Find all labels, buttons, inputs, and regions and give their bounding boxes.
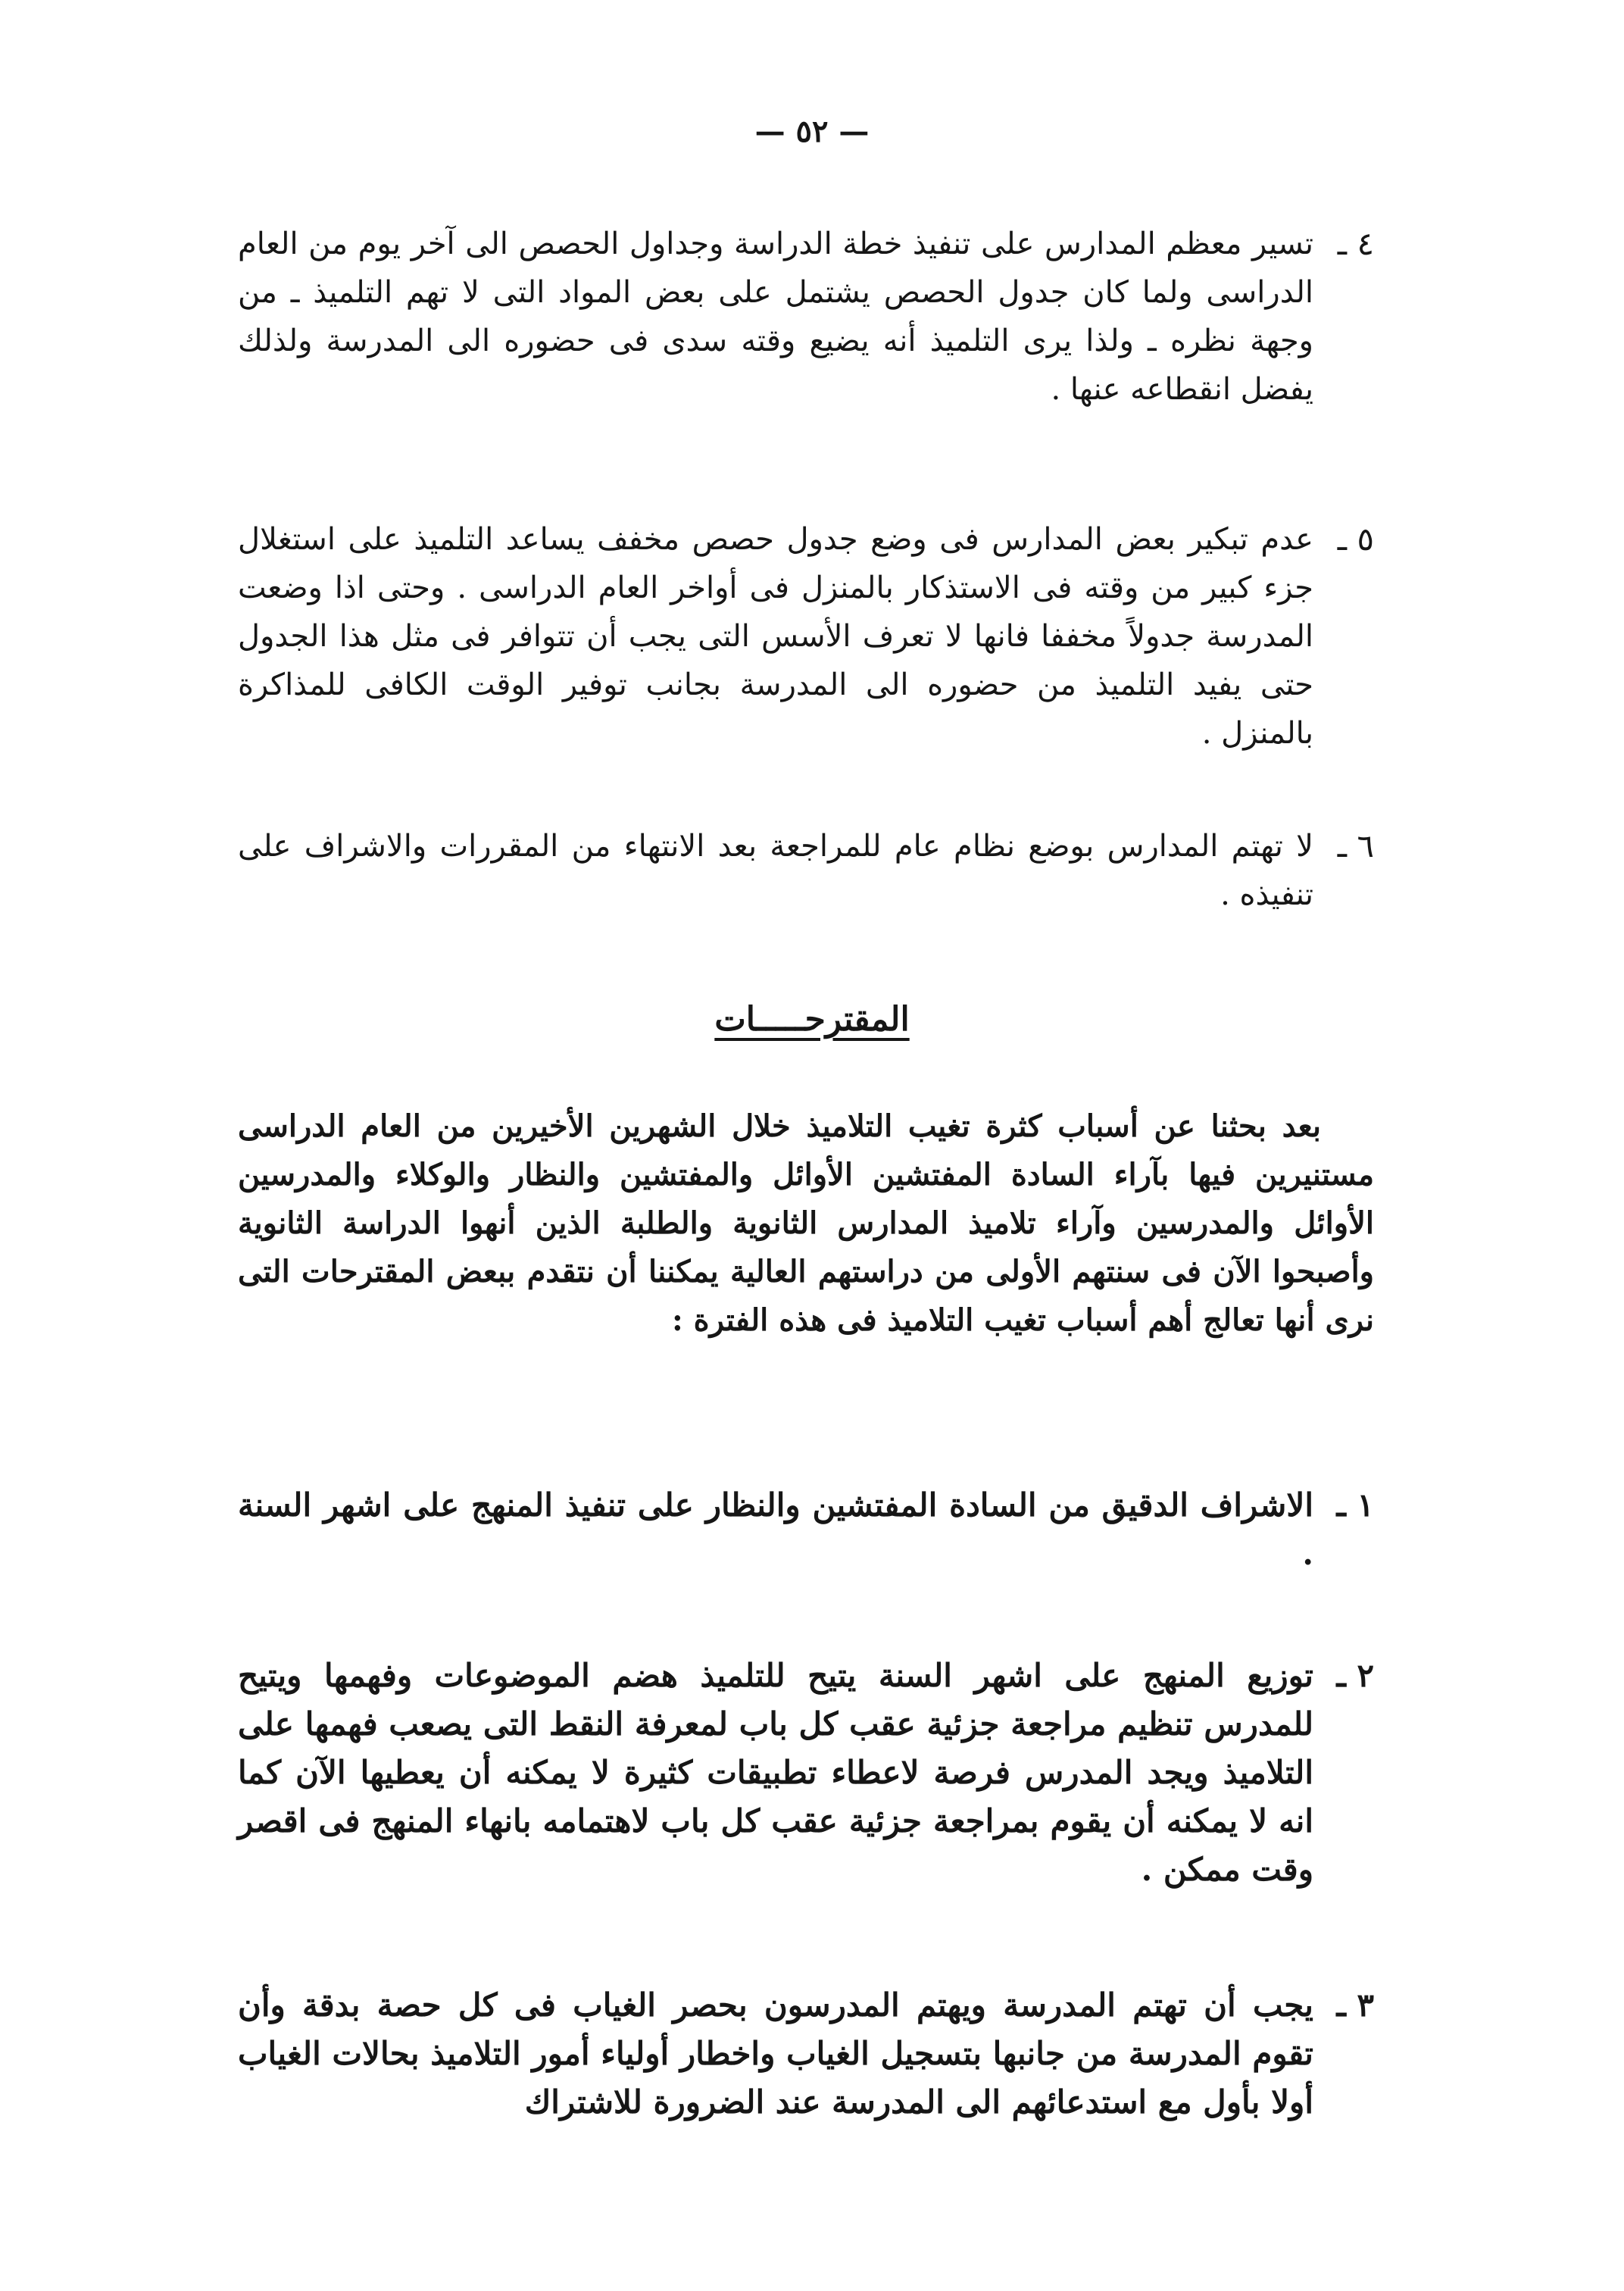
list-item bbox=[238, 822, 1374, 919]
list-item-text: يجب أن تهتم المدرسة ويهتم المدرسون بحصر الغياب فى كل حصة بدقة وأن تقوم المدرسة من جانبها بتسجيل الغياب واخطار أولياء أمور التلاميذ بحالات الغياب أولا بأول مع استدعائهم الى المدرسة عند الضرورة للاشتراك bbox=[238, 1986, 1313, 2121]
section-heading: المقترحـــــات bbox=[714, 1000, 910, 1039]
list-item-text: لا تهتم المدارس بوضع نظام عام للمراجعة بعد الانتهاء من المقررات والاشراف على تنفيذه . bbox=[238, 829, 1313, 912]
list-item-number: ٢ ـ bbox=[1336, 1657, 1374, 1694]
list-item bbox=[238, 220, 1374, 414]
list-item bbox=[238, 515, 1374, 758]
list-item bbox=[238, 1481, 1374, 1578]
list-item bbox=[238, 1981, 1374, 2127]
list-item-text: تسير معظم المدارس على تنفيذ خطة الدراسة وجداول الحصص الى آخر يوم من العام الدراسى ولما كان جدول الحصص يشتمل على بعض المواد التى لا تهم التلميذ ـ من وجهة نظره ـ ولذا يرى التلميذ أنه يضيع وقته سدى فى حضوره الى المدرسة ولذلك يفضل انقطاعه عنها . bbox=[238, 227, 1313, 407]
list-item-number: ٦ ـ bbox=[1337, 827, 1374, 864]
list-item-number: ٤ ـ bbox=[1337, 225, 1374, 262]
list-item-text: الاشراف الدقيق من السادة المفتشين والنظار على تنفيذ المنهج على اشهر السنة . bbox=[238, 1486, 1313, 1572]
page-number: — ٥٢ — bbox=[754, 114, 870, 149]
list-item-number: ١ ـ bbox=[1336, 1486, 1374, 1524]
list-item-text: توزيع المنهج على اشهر السنة يتيح للتلميذ هضم الموضوعات وفهمها ويتيح للمدرس تنظيم مراجعة جزئية عقب كل باب لمعرفة النقط التى يصعب فهمها على التلاميذ ويجد المدرس فرصة لاعطاء تطبيقات كثيرة لا يمكنه أن يعطيها الآن كما انه لا يمكنه أن يقوم بمراجعة جزئية عقب كل باب لاهتمامه بانهاء المنهج فى اقصر وقت ممكن . bbox=[238, 1657, 1313, 1888]
list-item-number: ٣ ـ bbox=[1336, 1986, 1374, 2024]
list-item-number: ٥ ـ bbox=[1337, 520, 1374, 558]
list-item bbox=[238, 1652, 1374, 1894]
list-item-text: عدم تبكير بعض المدارس فى وضع جدول حصص مخفف يساعد التلميذ على استغلال جزء كبير من وقته فى الاستذكار بالمنزل فى أواخر العام الدراسى . وحتى اذا وضعت المدرسة جدولاً مخففا فانها لا تعرف الأسس التى يجب أن تتوافر فى مثل هذا الجدول حتى يفيد التلميذ من حضوره الى المدرسة بجانب توفير الوقت الكافى للمذاكرة بالمنزل . bbox=[238, 522, 1313, 751]
intro-paragraph: بعد بحثنا عن أسباب كثرة تغيب التلاميذ خلال الشهرين الأخيرين من العام الدراسى مستنيرين فيها بآراء السادة المفتشين الأوائل والمفتشين والنظار والوكلاء والمدرسين الأوائل والمدرسين وآراء تلاميذ المدارس الثانوية والطلبة الذين أنهوا الدراسة الثانوية وأصبحوا الآن فى سنتهم الأولى من دراستهم العالية يمكننا أن نتقدم ببعض المقترحات التى نرى أنها تعالج أهم أسباب تغيب التلاميذ فى هذه الفترة : bbox=[238, 1108, 1374, 1338]
